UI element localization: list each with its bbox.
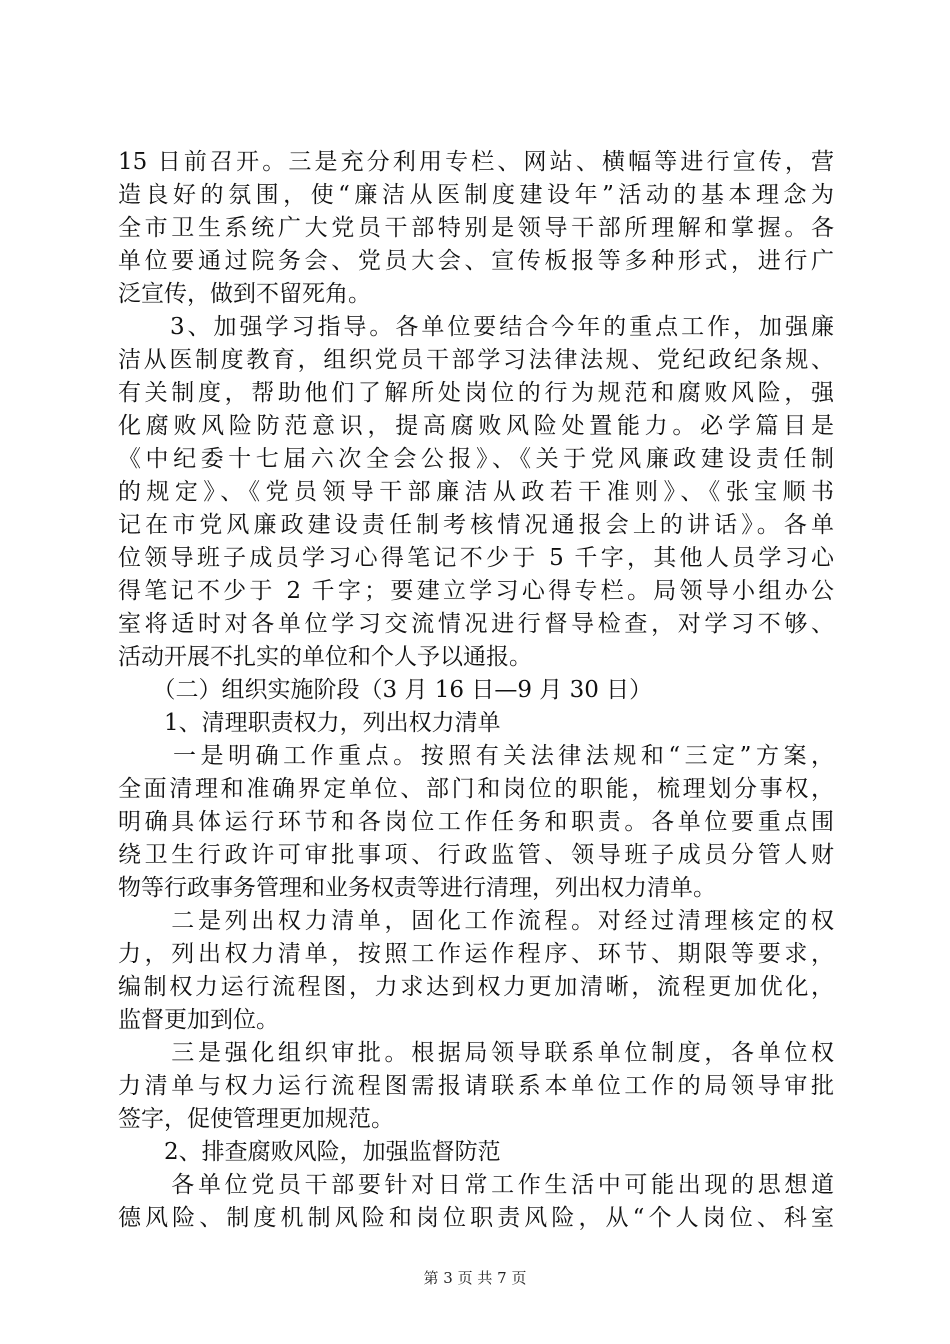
text-line-12: 记在市党风廉政建设责任制考核情况通报会上的讲话》。各单 bbox=[118, 512, 834, 538]
text-line-29: 力清单与权力运行流程图需报请联系本单位工作的局领导审批 bbox=[118, 1073, 834, 1099]
text-line-23: 物等行政事务管理和业务权责等进行清理，列出权力清单。 bbox=[118, 875, 716, 901]
text-line-28: 三是强化组织审批。根据局领导联系单位制度，各单位权 bbox=[118, 1040, 834, 1066]
text-line-3: 全市卫生系统广大党员干部特别是领导干部所理解和掌握。各 bbox=[118, 215, 834, 241]
text-line-10: 《中纪委十七届六次全会公报》、《关于党风廉政建设责任制 bbox=[118, 446, 834, 472]
text-line-14: 得笔记不少于 2 千字；要建立学习心得专栏。局领导小组办公 bbox=[118, 578, 834, 604]
text-line-27: 监督更加到位。 bbox=[118, 1007, 279, 1033]
text-line-7: 洁从医制度教育，组织党员干部学习法律法规、党纪政纪条规、 bbox=[118, 347, 834, 373]
text-line-15: 室将适时对各单位学习交流情况进行督导检查，对学习不够、 bbox=[118, 611, 834, 637]
page-number-footer: 第 3 页 共 7 页 bbox=[423, 1269, 527, 1287]
text-line-17: （二）组织实施阶段（3 月 16 日—9 月 30 日） bbox=[118, 677, 653, 703]
text-line-22: 绕卫生行政许可审批事项、行政监管、领导班子成员分管人财 bbox=[118, 842, 834, 868]
text-line-21: 明确具体运行环节和各岗位工作任务和职责。各单位要重点围 bbox=[118, 809, 834, 835]
text-line-2: 造良好的氛围，使“廉洁从医制度建设年”活动的基本理念为 bbox=[118, 182, 834, 208]
text-line-26: 编制权力运行流程图，力求达到权力更加清晰，流程更加优化， bbox=[118, 974, 834, 1000]
text-line-25: 力，列出权力清单，按照工作运作程序、环节、期限等要求， bbox=[118, 941, 834, 967]
text-line-9: 化腐败风险防范意识，提高腐败风险处置能力。必学篇目是 bbox=[118, 413, 834, 439]
text-line-13: 位领导班子成员学习心得笔记不少于 5 千字，其他人员学习心 bbox=[118, 545, 834, 571]
text-line-16: 活动开展不扎实的单位和个人予以通报。 bbox=[118, 644, 532, 670]
text-line-33: 德风险、制度机制风险和岗位职责风险，从“个人岗位、科室 bbox=[118, 1205, 834, 1231]
body-text bbox=[118, 146, 834, 1235]
text-line-8: 有关制度，帮助他们了解所处岗位的行为规范和腐败风险，强 bbox=[118, 380, 834, 406]
text-line-4: 单位要通过院务会、党员大会、宣传板报等多种形式，进行广 bbox=[118, 248, 834, 274]
text-line-30: 签字，促使管理更加规范。 bbox=[118, 1106, 394, 1132]
text-line-20: 全面清理和准确界定单位、部门和岗位的职能，梳理划分事权， bbox=[118, 776, 834, 802]
text-line-5: 泛宣传，做到不留死角。 bbox=[118, 281, 371, 307]
text-line-24: 二是列出权力清单，固化工作流程。对经过清理核定的权 bbox=[118, 908, 834, 934]
text-line-18: 1、清理职责权力，列出权力清单 bbox=[118, 710, 501, 736]
text-line-32: 各单位党员干部要针对日常工作生活中可能出现的思想道 bbox=[118, 1172, 834, 1198]
text-line-31: 2、排查腐败风险，加强监督防范 bbox=[118, 1139, 501, 1165]
text-line-19: 一是明确工作重点。按照有关法律法规和“三定”方案， bbox=[118, 743, 834, 769]
text-line-6: 3、加强学习指导。各单位要结合今年的重点工作，加强廉 bbox=[118, 314, 834, 340]
text-line-1: 15 日前召开。三是充分利用专栏、网站、横幅等进行宣传，营 bbox=[118, 149, 834, 175]
text-line-11: 的规定》、《党员领导干部廉洁从政若干准则》、《张宝顺书 bbox=[118, 479, 834, 505]
